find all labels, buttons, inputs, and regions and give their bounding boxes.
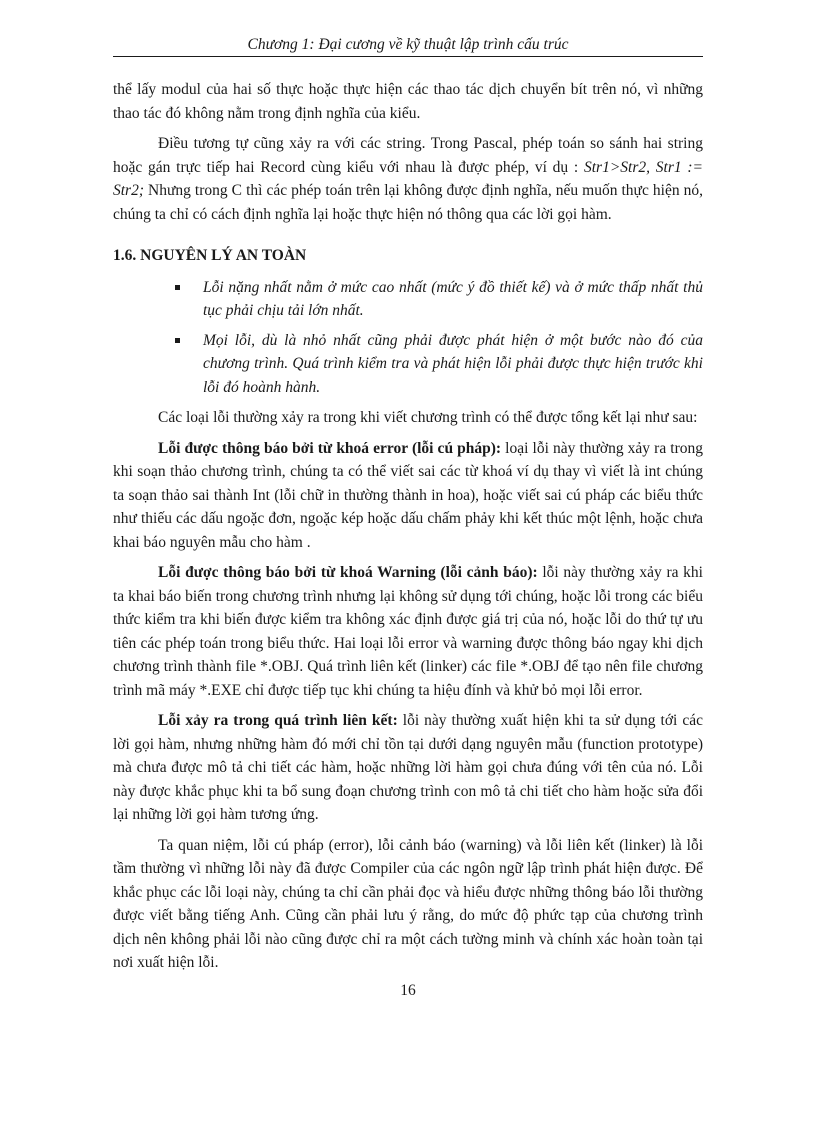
paragraph-error-text: loại lỗi này thường xảy ra trong khi soạn thảo chương trình, chúng ta có thể viết sai các từ khoá ví dụ thay vì viết là int chúng ta soạn thảo sai thành Int (lỗi chữ in thường thành in hoa), hoặc viết sai cú pháp các biểu thức như thiếu các dấu ngoặc đơn, ngoặc kép hoặc dấu chấm phảy khi kết thúc một lệnh, hoặc chưa khai báo nguyên mẫu cho hàm . [113,439,704,551]
square-bullet-icon [175,338,180,343]
paragraph-1: thể lấy modul của hai số thực hoặc thực hiện các thao tác dịch chuyển bít trên nó, vì những thao tác đó không nằm trong định nghĩa của kiểu. [113,81,703,122]
paragraph-2-start: Điều tương tự cũng xảy ra với các string. Trong Pascal, phép toán so sánh hai string hoặc gán trực tiếp hai Record cùng kiểu với nhau là được phép, ví dụ : [113,135,703,176]
list-item-text: Mọi lỗi, dù là nhỏ nhất cũng phải được phát hiện ở một bước nào đó của chương trình. Quá trình kiểm tra và phát hiện lỗi phải được thực hiện trước khi lỗi đó hoành hành. [203,331,703,396]
paragraph-linker [113,709,703,827]
paragraph-2-code: Str1>Str2, Str1 := Str2; [113,158,703,199]
paragraph-2-end: Nhưng trong C thì các phép toán trên lại không được định nghĩa, nếu muốn thực hiện nó, chúng ta chỉ có cách định nghĩa lại hoặc thực hiện nó thông qua các lời gọi hàm. [113,182,703,223]
header-rule [113,56,703,57]
section-heading: 1.6. NGUYÊN LÝ AN TOÀN [113,247,307,264]
page-content [113,78,703,982]
paragraph-3: Các loại lỗi thường xảy ra trong khi viết chương trình có thể được tổng kết lại như sau: [158,409,698,426]
page-number: 16 [400,982,416,999]
paragraph-error [113,437,703,555]
paragraph-warning [113,561,703,702]
running-header: Chương 1: Đại cương về kỹ thuật lập trình cấu trúc [247,36,569,53]
paragraph-linker-lead: Lỗi xảy ra trong quá trình liên kết: [158,712,398,729]
paragraph-2 [113,132,703,226]
square-bullet-icon [175,285,180,290]
list-item [113,276,703,323]
paragraph-7: Ta quan niệm, lỗi cú pháp (error), lỗi cảnh báo (warning) và lỗi liên kết (linker) là lỗi tầm thường vì những lỗi này đã được Compiler của các ngôn ngữ lập trình phát hiện được. Để khắc phục các lỗi loại này, chúng ta chỉ cần phải đọc và hiểu được những thông báo lỗi thường được viết bằng tiếng Anh. Cũng cần phải lưu ý rằng, do mức độ phức tạp của chương trình dịch nên không phải lỗi nào cũng được chỉ ra một cách tường minh và chính xác hoàn toàn tại nơi xuất hiện lỗi. [113,836,703,971]
paragraph-linker-text: lỗi này thường xuất hiện khi ta sử dụng tới các lời gọi hàm, nhưng những hàm đó mới chỉ tồn tại dưới dạng nguyên mẫu (function prototype) mà chưa được mô tả chi tiết các hàm, hoặc những lời hàm gọi chưa đúng với tên của nó. Lỗi này được khắc phục khi ta bổ sung đoạn chương trình con mô tả chi tiết cho hàm hoặc sửa đổi lại những lời gọi hàm tương ứng. [113,712,703,823]
list-item [113,329,703,400]
paragraph-error-lead: Lỗi được thông báo bởi từ khoá error (lỗi cú pháp): [158,439,502,457]
paragraph-warning-lead: Lỗi được thông báo bởi từ khoá Warning (lỗi cảnh báo): [158,564,538,581]
principle-list [113,276,703,400]
paragraph-warning-text: lỗi này thường xảy ra khi ta khai báo biến trong chương trình nhưng lại không sử dụng tới chúng, hoặc lỗi trong các biểu thức kiểm tra khi biến được kiểm tra không xác định được giá trị của nó, hoặc lỗi do thứ tự ưu tiên các phép toán trong biểu thức. Hai loại lỗi error và warning được thông báo ngay khi dịch chương trình thành file *.OBJ. Quá trình liên kết (linker) các file *.OBJ để tạo nên file chương trình mã máy *.EXE chỉ được tiếp tục khi chúng ta hiệu đính và khử bỏ mọi lỗi error. [113,564,703,699]
list-item-text: Lỗi nặng nhất nằm ở mức cao nhất (mức ý đồ thiết kế) và ở mức thấp nhất thủ tục phải chịu tải lớn nhất. [203,278,703,319]
